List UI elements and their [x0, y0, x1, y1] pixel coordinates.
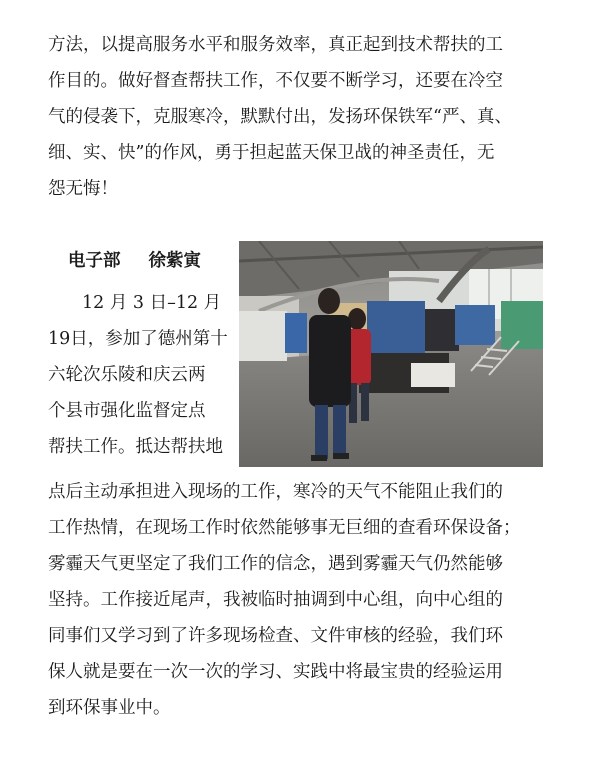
text-line: 保人就是要在一次一次的学习、实践中将最宝贵的经验运用 — [48, 662, 503, 682]
section-heading — [68, 250, 201, 272]
text-line: 雾霾天气更坚定了我们工作的信念，遇到雾霾天气仍然能够 — [48, 554, 503, 574]
text-line: 气的侵袭下，克服寒冷，默默付出，发扬环保铁军“严、真、 — [48, 107, 512, 127]
department-name: 电子部 — [68, 251, 121, 271]
text-line: 工作热情，在现场工作时依然能够事无巨细的查看环保设备； — [48, 518, 521, 538]
text-line: 坚持。工作接近尾声，我被临时抽调到中心组，向中心组的 — [48, 590, 503, 610]
text-line: 点后主动承担进入现场的工作，寒冷的天气不能阻止我们的 — [48, 482, 503, 502]
text-line: 个县市强化监督定点 — [48, 401, 206, 421]
text-line: 到环保事业中。 — [48, 698, 171, 718]
author-name: 徐紫寅 — [148, 251, 201, 271]
text-line: 帮扶工作。抵达帮扶地 — [48, 437, 223, 457]
text-line: 同事们又学习到了许多现场检查、文件审核的经验，我们环 — [48, 626, 503, 646]
text-line: 方法，以提高服务水平和服务效率，真正起到技术帮扶的工 — [48, 35, 503, 55]
text-line: 细、实、快”的作风，勇于担起蓝天保卫战的神圣责任，无 — [48, 143, 495, 163]
text-line: 六轮次乐陵和庆云两 — [48, 365, 206, 385]
text-line: 19日，参加了德州第十 — [48, 329, 228, 349]
text-line: 12 月 3 日–12 月 — [82, 293, 222, 313]
text-line: 作目的。做好督查帮扶工作，不仅要不断学习，还要在冷空 — [48, 71, 503, 91]
text-line: 怨无悔！ — [48, 179, 118, 199]
factory-inspection-photo — [239, 241, 543, 467]
